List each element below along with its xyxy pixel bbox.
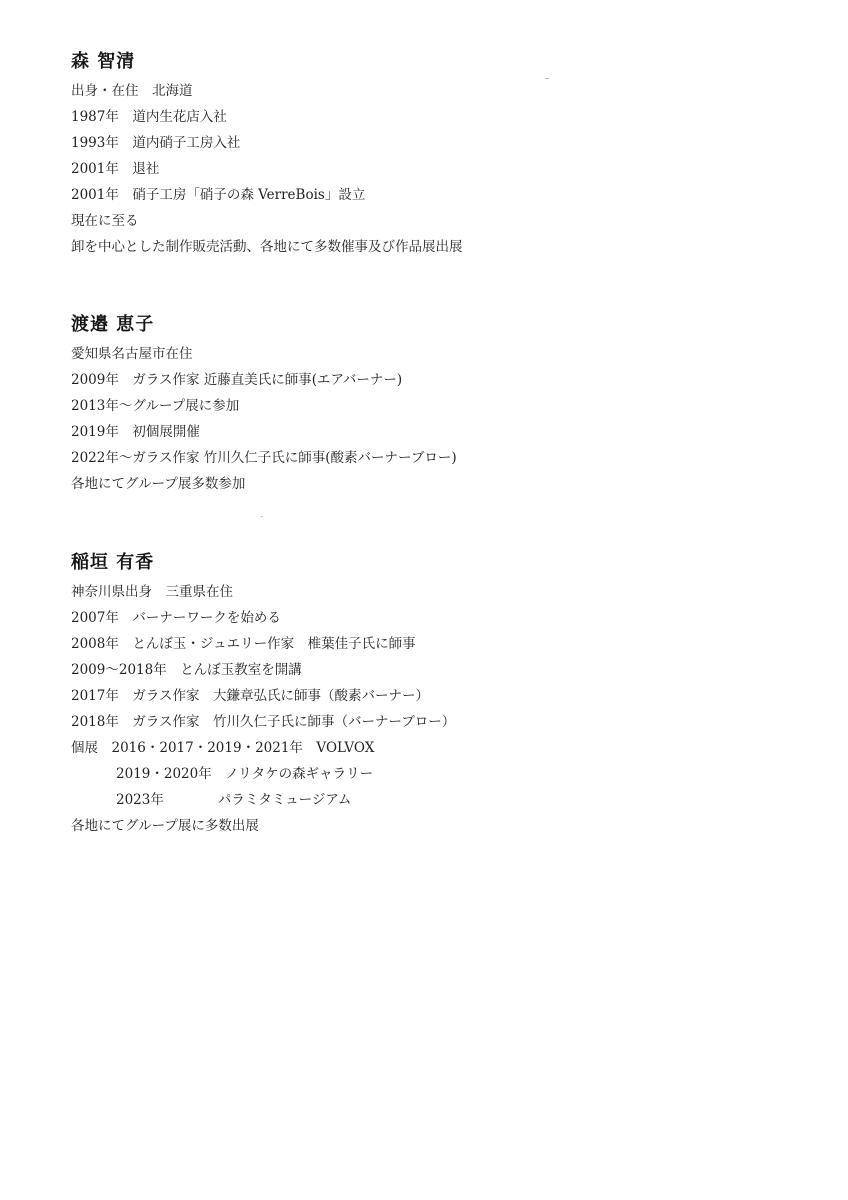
profile-line: 2001年 退社: [71, 161, 160, 177]
profile-line: 1993年 道内硝子工房入社: [71, 135, 241, 151]
profile-line: 2009～2018年 とんぼ玉教室を開講: [71, 662, 302, 678]
artist-name: 稲垣 有香: [71, 552, 155, 573]
profile-line: 2001年 硝子工房「硝子の森 VerreBois」設立: [71, 187, 366, 203]
profile-line: 現在に至る: [71, 213, 139, 229]
scan-speck: [261, 516, 263, 517]
profile-line: 個展 2016・2017・2019・2021年 VOLVOX: [71, 740, 375, 756]
profile-line: 神奈川県出身 三重県在住: [71, 584, 233, 600]
profile-line: 2022年～ガラス作家 竹川久仁子氏に師事(酸素バーナーブロー): [71, 450, 457, 466]
profile-line: 各地にてグループ展に多数出展: [71, 818, 259, 834]
artist-name: 渡邉 恵子: [71, 314, 155, 335]
profile-lines: [71, 579, 791, 839]
artist-name: 森 智清: [71, 51, 136, 72]
profile-line: 卸を中心とした制作販売活動、各地にて多数催事及び作品展出展: [71, 239, 463, 255]
profile-line: 2019・2020年 ノリタケの森ギャラリー: [116, 766, 374, 782]
profile-line: 2023年 パラミタミュージアム: [116, 792, 352, 808]
profile-lines: [71, 78, 791, 260]
profile-line: 2009年 ガラス作家 近藤直美氏に師事(エアバーナー): [71, 372, 403, 388]
profile-line: 1987年 道内生花店入社: [71, 109, 227, 125]
profile-line: 2008年 とんぼ玉・ジュエリー作家 椎葉佳子氏に師事: [71, 636, 416, 652]
profile-line: 2018年 ガラス作家 竹川久仁子氏に師事（バーナーブロー）: [71, 714, 456, 730]
artist-profile-watanabe: [71, 313, 791, 497]
profile-line: 2007年 バーナーワークを始める: [71, 610, 281, 626]
profile-line: 各地にてグループ展多数参加: [71, 476, 246, 492]
profile-line: 2013年～グループ展に参加: [71, 398, 240, 414]
profile-lines: [71, 341, 791, 497]
artist-profile-inagaki: [71, 551, 791, 839]
profile-line: 出身・在住 北海道: [71, 83, 193, 99]
artist-profile-mori: [71, 50, 791, 260]
profile-line: 愛知県名古屋市在住: [71, 346, 193, 362]
profile-line: 2017年 ガラス作家 大鎌章弘氏に師事（酸素バーナー）: [71, 688, 429, 704]
profile-line: 2019年 初個展開催: [71, 424, 200, 440]
scan-speck: [545, 78, 549, 79]
